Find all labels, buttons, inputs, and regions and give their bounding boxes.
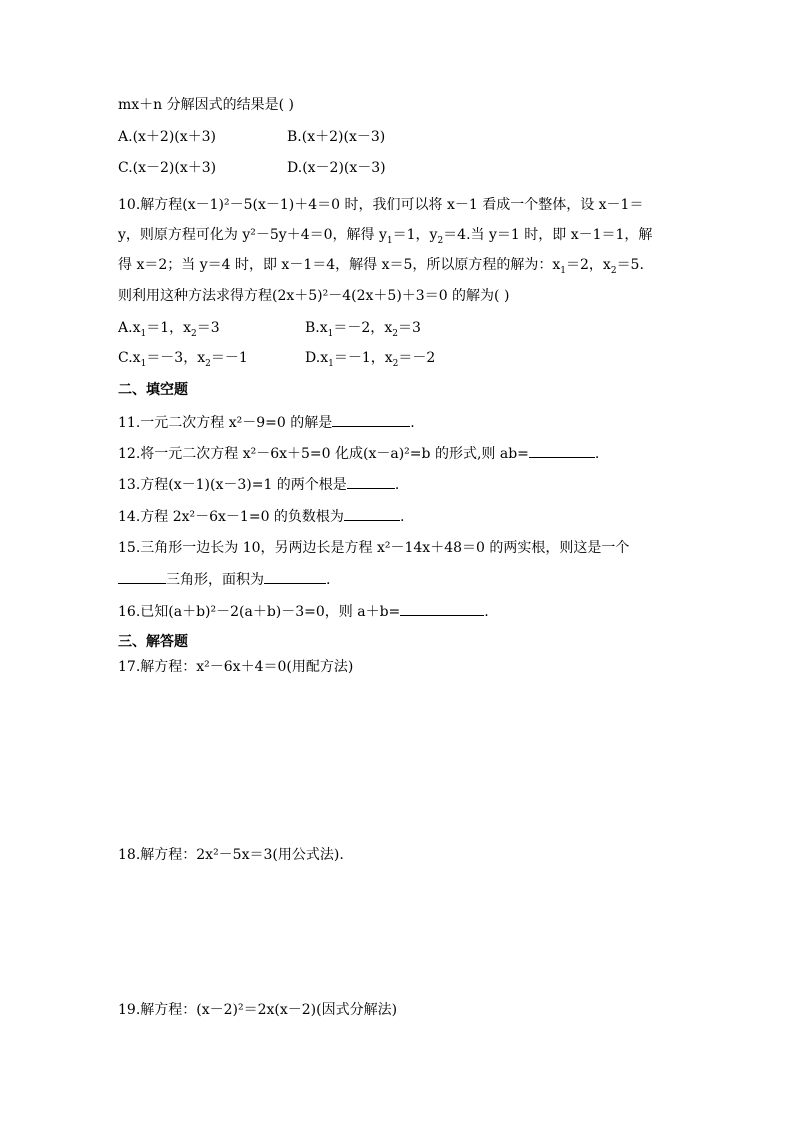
subscript: 1: [386, 235, 393, 246]
subscript: 1: [327, 328, 334, 339]
option-label: A.: [118, 320, 133, 336]
subscript: 2: [392, 358, 399, 369]
subscript: 1: [140, 358, 147, 369]
question-17: 17.解方程：x²－6x＋4＝0(用配方法): [118, 659, 354, 675]
q10-option-d: $D.x_1=-1$，$x_2=-2$: [305, 350, 436, 369]
q9-option-d: [287, 158, 386, 178]
q10-line-4: 则利用这种方法求得方程(2x＋5)²－4(2x＋5)＋3＝0 的解为( ): [118, 288, 510, 304]
q10-text: ＝2，x: [566, 257, 611, 273]
question-19: 19.解方程：(x－2)²＝2x(x－2)(因式分解法): [118, 1002, 398, 1018]
option-value: ＝－1: [210, 350, 248, 366]
option-label: C.: [118, 160, 133, 176]
answer-blank: [347, 474, 395, 489]
option-value: ＝1，: [146, 320, 184, 336]
question-18: 18.解方程：2x²－5x＝3(用公式法).: [118, 847, 344, 863]
q10-text: y，则原方程可化为 y²－5y＋4＝0，解得 y: [118, 227, 387, 243]
option-label: B.: [287, 129, 302, 145]
question-text: 三角形，面积为: [166, 572, 264, 588]
answer-blank: [332, 412, 410, 427]
subscript: 2: [205, 358, 211, 369]
question-15-line-2: [118, 569, 330, 590]
q9-option-b: [287, 127, 385, 147]
subscript: 2: [610, 265, 617, 276]
option-value: ＝－2: [398, 350, 436, 366]
q10-text: ＝1，y: [392, 227, 438, 243]
answer-blank: [344, 506, 400, 521]
question-13: [118, 474, 399, 495]
q10-text: ＝4.当 y＝1 时，即 x－1＝1，解: [443, 227, 653, 243]
q10-option-a: $A.x_1=1$，$x_2=3$: [118, 320, 220, 339]
q10-line-2: [118, 225, 652, 245]
question-text: 16.已知(a＋b)²－2(a＋b)－3=0，则 a＋b=: [118, 604, 401, 620]
question-text: .: [484, 604, 489, 620]
question-11: [118, 412, 415, 433]
question-text: .: [326, 572, 331, 588]
question-12: [118, 443, 599, 464]
option-value: ＝－2，: [333, 320, 385, 336]
subscript: 1: [560, 265, 567, 276]
question-15-line-1: 15.三角形一边长为 10，另两边长是方程 x²－14x＋48＝0 的两实根，则这是一个: [118, 540, 630, 556]
subscript: 1: [140, 328, 147, 339]
question-16: [118, 601, 489, 622]
subscript: 2: [437, 235, 444, 246]
subscript: 2: [191, 328, 197, 339]
subscript: 1: [328, 358, 334, 369]
q10-text: ＝5.: [616, 257, 644, 273]
option-text: (x＋2)(x－3): [301, 129, 386, 145]
subscript: 2: [392, 328, 398, 339]
answer-blank: [529, 443, 595, 458]
answer-blank: [118, 569, 166, 584]
option-label: C.: [118, 350, 133, 366]
question-text: 14.方程 2x²－6x－1=0 的负数根为: [118, 509, 344, 525]
q9-stem-tail: mx＋n 分解因式的结果是( ): [118, 97, 295, 113]
question-text: 13.方程(x－1)(x－3)=1 的两个根是: [118, 477, 347, 493]
q10-text: 得 x＝2；当 y＝4 时，即 x－1＝4，解得 x＝5，所以原方程的解为：x: [118, 257, 561, 273]
answer-blank: [264, 569, 326, 584]
option-label: A.: [118, 129, 133, 145]
option-text: (x＋2)(x＋3): [132, 129, 217, 145]
option-text: (x－2)(x＋3): [132, 160, 217, 176]
question-14: [118, 506, 404, 527]
option-value: ＝3: [196, 320, 220, 336]
q10-line-1: 10.解方程(x－1)²－5(x－1)＋4＝0 时，我们可以将 x－1 看成一个整体，设 x－1＝: [118, 197, 644, 213]
option-text: (x－2)(x－3): [302, 160, 386, 176]
option-value: ＝3: [397, 320, 421, 336]
question-text: 12.将一元二次方程 x²－6x＋5=0 化成(x－a)²=b 的形式,则 ab=: [118, 446, 529, 462]
option-label: D.: [305, 350, 321, 366]
q10-line-3: [118, 255, 644, 275]
q9-option-c: [118, 158, 216, 178]
question-text: .: [394, 477, 400, 493]
option-label: B.: [305, 320, 320, 336]
option-value: ＝－3，: [146, 350, 198, 366]
question-text: .: [410, 415, 415, 431]
question-text: .: [399, 509, 405, 525]
option-label: D.: [287, 160, 303, 176]
answer-blank: [400, 601, 484, 616]
section-heading-fill-in: 二、填空题: [118, 382, 188, 398]
q10-option-c: $C.x_1=-3$，$x_2=-1$: [118, 350, 248, 369]
section-heading-solve: 三、解答题: [118, 634, 188, 650]
question-text: .: [594, 446, 600, 462]
q9-option-a: [118, 127, 216, 147]
option-value: ＝－1，: [333, 350, 385, 366]
q10-option-b: $B.x_1=-2$，$x_2=3$: [305, 320, 421, 339]
question-text: 11.一元二次方程 x²－9=0 的解是: [118, 415, 333, 431]
